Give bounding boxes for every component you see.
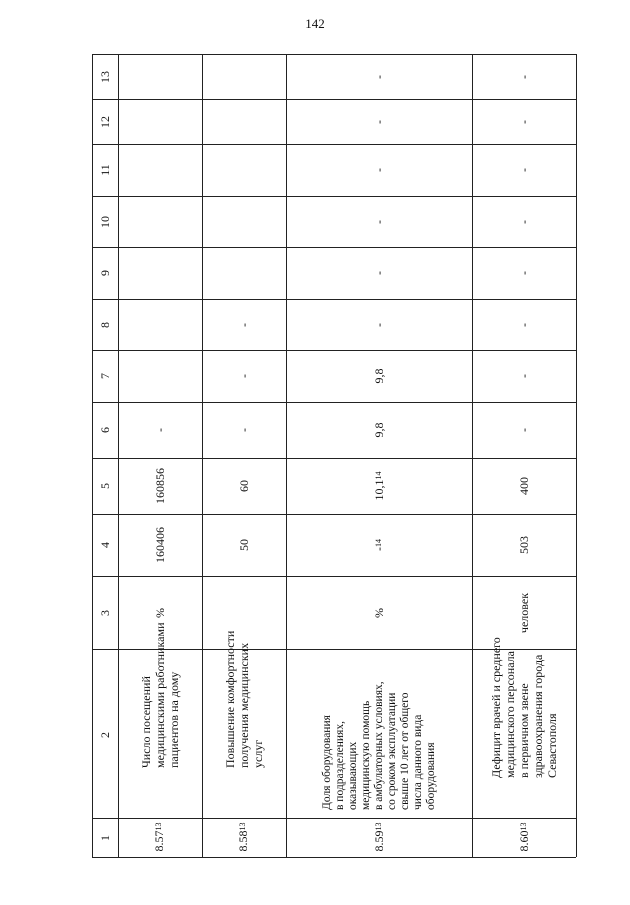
unit-cell — [217, 576, 271, 650]
row-name: Дефицит врачей и среднего медицинского персонала в первичном звене здравоохранения города Севастополя — [489, 637, 559, 778]
value-cell: 50 — [237, 539, 251, 551]
value-cell: 400 — [517, 477, 531, 495]
value-cell: 160856 — [153, 468, 167, 504]
unit-cell: % — [372, 608, 386, 618]
value-cell: - — [517, 120, 531, 124]
value-cell: - — [372, 120, 386, 124]
value-cell: 60 — [237, 480, 251, 492]
value-cell: - 14 — [372, 539, 386, 551]
row-id: 8.59 13 — [372, 822, 386, 852]
row-name: Число посещений медицинскими работниками пациентов на дому — [139, 622, 181, 768]
header-cell: 13 — [98, 71, 112, 83]
value-cell: - — [517, 168, 531, 172]
header-cell: 4 — [98, 542, 112, 548]
value-cell: - — [372, 75, 386, 79]
value-cell: - — [517, 75, 531, 79]
row-name: Повышение комфортности получения медицинских услуг — [223, 630, 265, 768]
value-cell: - — [517, 374, 531, 378]
header-cell: 8 — [98, 322, 112, 328]
header-cell: 10 — [98, 216, 112, 228]
value-cell: 9,8 — [372, 368, 386, 384]
value-cell: 503 — [517, 536, 531, 554]
value-cell: - — [517, 271, 531, 275]
header-cell: 5 — [98, 483, 112, 489]
row-id: 8.58 13 — [236, 822, 250, 852]
value-cell: - — [517, 220, 531, 224]
value-cell: - — [153, 428, 167, 432]
page-number: 142 — [305, 16, 325, 31]
header-cell: 7 — [98, 373, 112, 379]
value-cell: - — [372, 271, 386, 275]
row-name: Доля оборудования в подразделениях, оказывающих медицинскую помощь в амбулаторных условиях, со сроком эксплуатации свыше 10 лет от общего числа данного вида оборудования — [320, 681, 437, 810]
value-cell: 10,1 14 — [372, 471, 386, 501]
value-cell: 160406 — [153, 527, 167, 563]
header-cell: 1 — [98, 835, 112, 841]
header-cell: 6 — [98, 427, 112, 433]
value-cell: - — [517, 323, 531, 327]
value-cell: - — [237, 323, 251, 327]
header-cell: 2 — [98, 732, 112, 738]
value-cell: - — [372, 323, 386, 327]
value-cell: 9,8 — [372, 422, 386, 438]
header-cell: 12 — [98, 116, 112, 128]
value-cell: - — [237, 428, 251, 432]
value-cell: - — [372, 220, 386, 224]
row-id: 8.60 13 — [517, 822, 531, 852]
value-cell: - — [237, 374, 251, 378]
header-cell: 9 — [98, 270, 112, 276]
header-cell: 11 — [98, 164, 112, 176]
header-cell: 3 — [98, 610, 112, 616]
unit-cell: человек — [517, 592, 531, 634]
value-cell: - — [372, 168, 386, 172]
row-id: 8.57 13 — [152, 822, 166, 852]
value-cell: - — [517, 428, 531, 432]
unit-cell: % — [153, 608, 167, 618]
